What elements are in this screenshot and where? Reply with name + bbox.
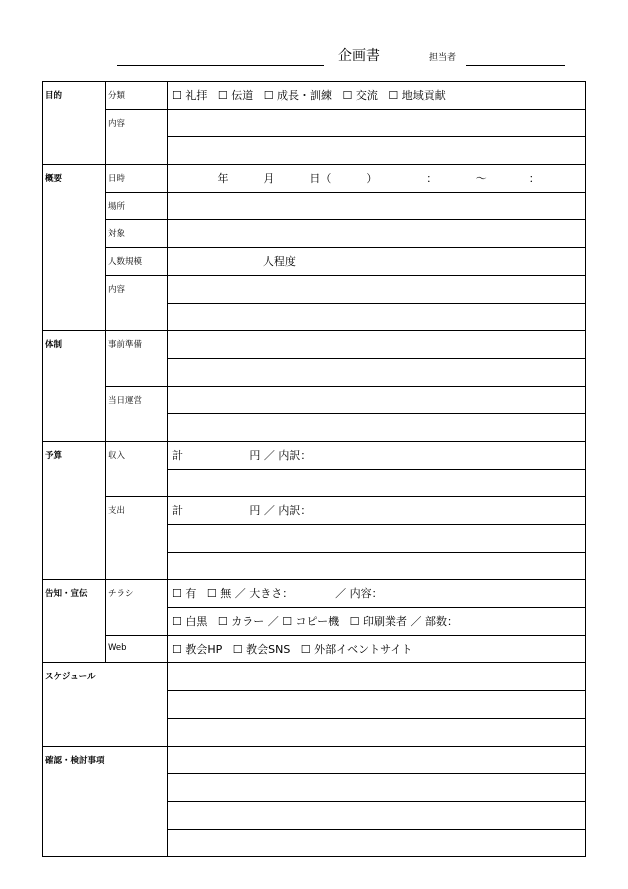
field-preparation-2[interactable] — [168, 358, 586, 386]
field-expense-3[interactable] — [168, 552, 586, 580]
field-flyer-options[interactable]: ☐ 有 ☐ 無 ／ 大きさ： ／ 内容： — [168, 580, 586, 608]
label-target: 対象 — [106, 220, 168, 248]
plan-form-table — [42, 81, 586, 857]
section-announcement: 告知・宣伝 — [43, 580, 106, 663]
label-datetime: 日時 — [106, 165, 168, 193]
field-outline-content-1[interactable] — [168, 275, 586, 303]
field-outline-content-2[interactable] — [168, 303, 586, 331]
person-in-charge-field[interactable] — [466, 65, 565, 66]
label-preparation: 事前準備 — [106, 331, 168, 386]
field-place[interactable] — [168, 192, 586, 220]
section-purpose: 目的 — [43, 82, 106, 165]
field-datetime[interactable]: 年 月 日（ ） ： ～ ： — [168, 165, 586, 193]
label-purpose-content: 内容 — [106, 109, 168, 164]
field-scale[interactable]: 人程度 — [168, 248, 586, 276]
section-structure: 体制 — [43, 331, 106, 442]
field-schedule-2[interactable] — [168, 691, 586, 719]
field-web[interactable]: ☐ 教会HP ☐ 教会SNS ☐ 外部イベントサイト — [168, 635, 586, 663]
field-confirmation-1[interactable] — [168, 746, 586, 774]
section-schedule: スケジュール — [43, 663, 168, 746]
field-purpose-content-2[interactable] — [168, 137, 586, 165]
section-budget: 予算 — [43, 441, 106, 579]
label-income: 収入 — [106, 441, 168, 496]
label-expense: 支出 — [106, 497, 168, 580]
person-in-charge-label: 担当者 — [429, 53, 457, 63]
section-confirmation: 確認・検討事項 — [43, 746, 168, 857]
field-preparation-1[interactable] — [168, 331, 586, 359]
field-expense[interactable]: 計 円 ／ 内訳： — [168, 497, 586, 525]
field-target[interactable] — [168, 220, 586, 248]
field-schedule-3[interactable] — [168, 718, 586, 746]
title-underline-left — [117, 65, 324, 66]
field-income-2[interactable] — [168, 469, 586, 497]
field-schedule-1[interactable] — [168, 663, 586, 691]
field-day-of-operation-1[interactable] — [168, 386, 586, 414]
field-day-of-operation-2[interactable] — [168, 414, 586, 442]
label-flyer: チラシ — [106, 580, 168, 635]
label-day-of-operation: 当日運営 — [106, 386, 168, 441]
field-confirmation-2[interactable] — [168, 774, 586, 802]
field-category[interactable]: ☐ 礼拝 ☐ 伝道 ☐ 成長・訓練 ☐ 交流 ☐ 地域貢献 — [168, 82, 586, 110]
label-scale: 人数規模 — [106, 248, 168, 276]
page-title: 企画書 — [338, 48, 380, 64]
field-flyer-print[interactable]: ☐ 白黒 ☐ カラー ／ ☐ コピー機 ☐ 印刷業者 ／ 部数： — [168, 608, 586, 636]
field-income[interactable]: 計 円 ／ 内訳： — [168, 441, 586, 469]
field-expense-2[interactable] — [168, 525, 586, 553]
label-category: 分類 — [106, 82, 168, 110]
section-outline: 概要 — [43, 165, 106, 331]
field-confirmation-3[interactable] — [168, 801, 586, 829]
label-web: Web — [106, 635, 168, 663]
field-purpose-content-1[interactable] — [168, 109, 586, 137]
field-confirmation-4[interactable] — [168, 829, 586, 857]
label-place: 場所 — [106, 192, 168, 220]
label-outline-content: 内容 — [106, 275, 168, 330]
